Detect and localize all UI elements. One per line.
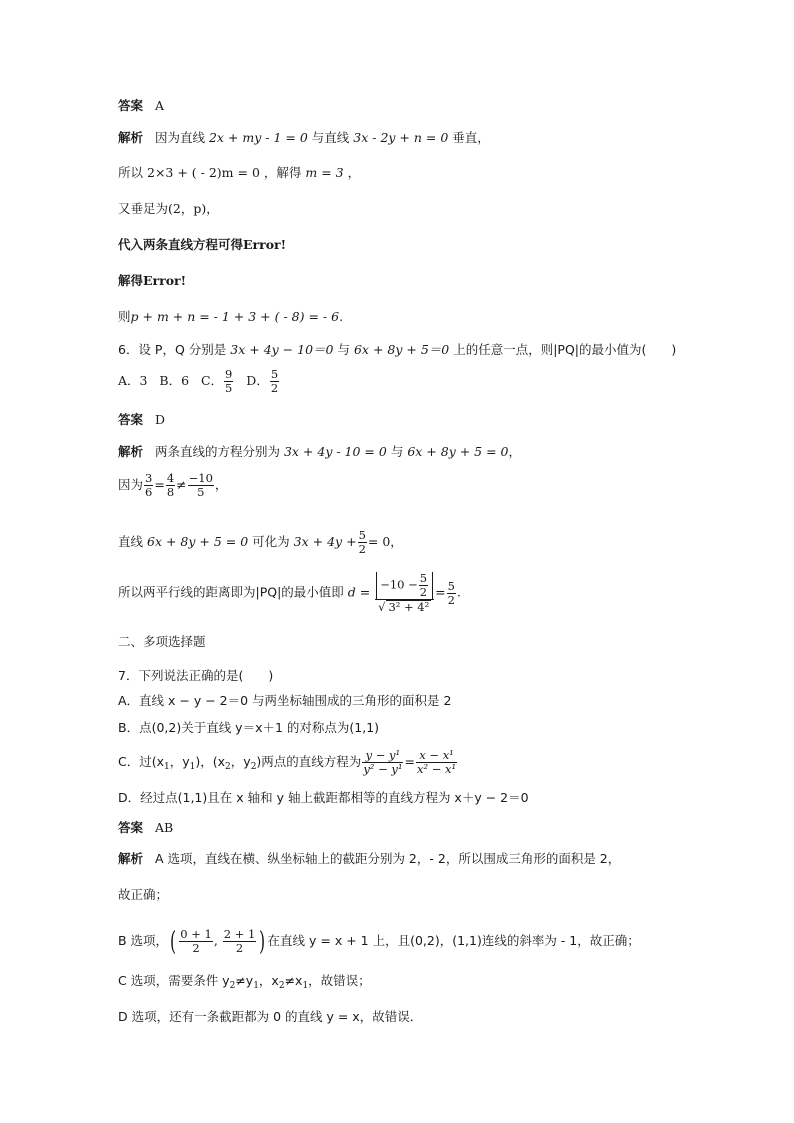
text: ， <box>214 477 228 492</box>
text: ， <box>508 444 522 459</box>
text: 解得 <box>118 273 144 288</box>
text: 6．设 P，Q 分别是 <box>118 342 227 357</box>
equation: 6x + 8y + 5 = 0 <box>407 444 509 459</box>
analysis-label: 解析 <box>118 130 144 145</box>
answer-line-6 <box>118 412 165 428</box>
radicand: 3² + 4² <box>388 600 430 614</box>
subscript: 2 <box>250 762 257 772</box>
numerator: 5 <box>419 571 428 585</box>
analysis-7-line-2 <box>118 887 168 903</box>
equals-sign: = <box>435 584 446 600</box>
analysis-7-line-3 <box>118 928 640 955</box>
text: )两点的直线方程为 <box>256 754 362 769</box>
text: ，解得 <box>263 165 302 180</box>
text: 代入两条直线方程可得 <box>118 237 244 252</box>
denominator: 8 <box>166 485 175 499</box>
analysis-line-2 <box>118 165 360 181</box>
option-b: B．6 <box>159 373 190 388</box>
not-equal-sign: ≠ <box>176 477 187 492</box>
equation: 2×3 + ( - 2)m = 0 <box>147 165 260 180</box>
question-7-option-a <box>118 693 451 709</box>
answer-line-7 <box>118 820 173 836</box>
analysis-7-line-4 <box>118 973 371 994</box>
numerator: 5 <box>447 578 455 593</box>
text: 可化为 <box>252 534 290 549</box>
denominator: x² − x¹ <box>416 762 457 776</box>
analysis-line-3 <box>118 201 219 217</box>
denominator: 2 <box>223 941 257 955</box>
text: ，y <box>230 754 251 769</box>
analysis-7-line-1 <box>118 851 620 867</box>
equals-sign: = <box>404 754 415 769</box>
equation: 2x + my - 1 = 0 <box>208 130 308 145</box>
text: ，x <box>258 973 279 988</box>
analysis-line-4 <box>118 237 286 253</box>
numerator: 5 <box>270 367 279 381</box>
text: 又垂足为 <box>118 201 169 216</box>
fraction <box>270 368 279 395</box>
subscript: 1 <box>302 981 309 991</box>
question-6 <box>118 342 676 358</box>
numerator: 0 + 1 <box>180 927 212 941</box>
analysis-7-line-5 <box>118 1009 422 1025</box>
text: 因为 <box>118 477 144 492</box>
question-text: 7．下列说法正确的是( ) <box>118 668 274 683</box>
answer-label: 答案 <box>118 412 144 427</box>
text: 直线 <box>118 534 144 549</box>
subscript: 2 <box>278 981 285 991</box>
analysis-label: 解析 <box>118 851 144 866</box>
equation: 6x + 8y + 5 = 0 <box>147 534 249 549</box>
option-c: C． <box>200 373 224 388</box>
equation: 6x + 8y + 5＝0 <box>353 342 450 357</box>
fraction <box>188 472 214 499</box>
section-heading <box>118 634 206 650</box>
text: −10 − <box>380 577 418 592</box>
analysis-6-line-3 <box>118 529 403 556</box>
denominator: 2 <box>358 542 366 556</box>
text: 上的任意一点，则|PQ|的最小值为( ) <box>453 342 677 357</box>
numerator: x − x¹ <box>419 748 454 762</box>
text: ，故错误； <box>308 973 371 988</box>
text: ， <box>206 201 219 216</box>
denominator: 2 <box>179 941 213 955</box>
question-7-option-b <box>118 720 379 736</box>
subscript: 2 <box>229 981 236 991</box>
distance-fraction <box>375 572 434 614</box>
text: )，(x <box>195 754 226 769</box>
text: 所以两平行线的距离即为|PQ|的最小值即 <box>118 584 344 600</box>
analysis-label: 解析 <box>118 444 144 459</box>
text: 则 <box>118 309 131 324</box>
text: 因为直线 <box>154 130 205 145</box>
fraction <box>447 580 456 607</box>
numerator: 2 + 1 <box>223 927 256 941</box>
numerator: 9 <box>225 367 233 381</box>
numerator: y − y¹ <box>365 748 401 762</box>
subscript: 2 <box>225 762 231 772</box>
text: 与 <box>390 444 404 459</box>
question-6-options <box>118 368 280 395</box>
denominator: 6 <box>145 485 153 499</box>
denominator: √ 3² + 4² <box>375 599 434 614</box>
numerator <box>375 572 434 599</box>
denominator: 2 <box>270 381 279 395</box>
section-title: 二、多项选择题 <box>118 634 206 649</box>
text: B 选项， <box>118 933 169 948</box>
option-text: B．点(0,2)关于直线 y＝x＋1 的对称点为(1,1) <box>118 720 380 735</box>
question-7-option-d <box>118 790 529 806</box>
equation: 3x + 4y − 10＝0 <box>230 342 334 357</box>
text: ≠y <box>235 973 254 988</box>
fraction <box>224 368 233 395</box>
answer-value: A <box>154 98 164 113</box>
text: ≠x <box>284 973 303 988</box>
option-a: A．3 <box>118 373 148 388</box>
text: 故正确； <box>118 887 169 902</box>
denominator: y² − y¹ <box>363 762 403 776</box>
option-d: D． <box>246 373 269 388</box>
equation: p + m + n = - 1 + 3 + ( - 8) = - 6. <box>130 309 344 324</box>
equation: = 0， <box>367 534 403 549</box>
denominator: 2 <box>447 592 455 607</box>
text: C 选项，需要条件 y <box>118 973 230 988</box>
option-text: D．经过点(1,1)且在 x 轴和 y 轴上截距都相等的直线方程为 x＋y − 2＝0 <box>118 790 529 805</box>
text: D 选项，还有一条截距都为 0 的直线 y = x，故错误． <box>118 1009 423 1024</box>
fraction <box>362 749 403 776</box>
text: 在直线 y = x + 1 上，且(0,2)，(1,1)连线的斜率为 - 1，故正确； <box>267 933 640 948</box>
denominator: 5 <box>225 381 233 395</box>
fraction <box>358 529 367 556</box>
numerator: −10 <box>188 471 213 485</box>
subscript: 1 <box>164 762 170 772</box>
subscript: 1 <box>253 981 259 991</box>
fraction <box>419 572 428 599</box>
error-text: Error! <box>243 237 287 252</box>
question-7-option-c <box>118 749 458 776</box>
text: C．过(x <box>118 754 165 769</box>
answer-value: D <box>154 412 165 427</box>
text: 所以 <box>118 165 144 180</box>
numerator: 5 <box>358 528 366 542</box>
equation: (2，p) <box>168 201 207 216</box>
answer-line-5 <box>118 98 164 114</box>
text: 垂直， <box>452 130 490 145</box>
analysis-line-5 <box>118 273 186 289</box>
fraction <box>166 472 175 499</box>
analysis-6-line-1 <box>118 444 521 460</box>
answer-label: 答案 <box>118 98 144 113</box>
equation: m = 3 <box>305 165 344 180</box>
text: ， <box>347 165 361 180</box>
analysis-6-line-2 <box>118 472 227 499</box>
denominator: 2 <box>419 585 428 599</box>
left-paren: ( <box>170 926 177 957</box>
subscript: 1 <box>189 762 196 772</box>
text: 与直线 <box>311 130 350 145</box>
equation: 3x + 4y - 10 = 0 <box>283 444 387 459</box>
analysis-6-line-4 <box>118 572 461 614</box>
equation: d = <box>347 584 371 600</box>
text: . <box>456 584 461 600</box>
text: A 选项，直线在横、纵坐标轴上的截距分别为 2，- 2，所以围成三角形的面积是 2， <box>154 851 621 866</box>
answer-label: 答案 <box>118 820 144 835</box>
analysis-line-1 <box>118 130 490 146</box>
question-7 <box>118 668 273 684</box>
text: ，y <box>169 754 190 769</box>
numerator: 4 <box>166 471 175 485</box>
equation: 3x + 4y + <box>293 534 357 549</box>
denominator: 5 <box>188 485 214 499</box>
numerator: 3 <box>145 471 153 485</box>
fraction <box>144 472 153 499</box>
right-paren: ) <box>259 926 266 957</box>
text: 与 <box>337 342 350 357</box>
error-text: Error! <box>143 273 187 288</box>
answer-value: AB <box>154 820 174 835</box>
analysis-line-6 <box>118 309 343 325</box>
option-text: A．直线 x − y − 2＝0 与两坐标轴围成的三角形的面积是 2 <box>118 693 452 708</box>
fraction <box>416 749 457 776</box>
equation: 3x - 2y + n = 0 <box>353 130 449 145</box>
text: 两条直线的方程分别为 <box>154 444 280 459</box>
fraction <box>179 928 213 955</box>
absolute-value <box>376 572 433 599</box>
comma: , <box>213 933 218 948</box>
equals-sign: = <box>154 477 165 492</box>
fraction <box>223 928 257 955</box>
